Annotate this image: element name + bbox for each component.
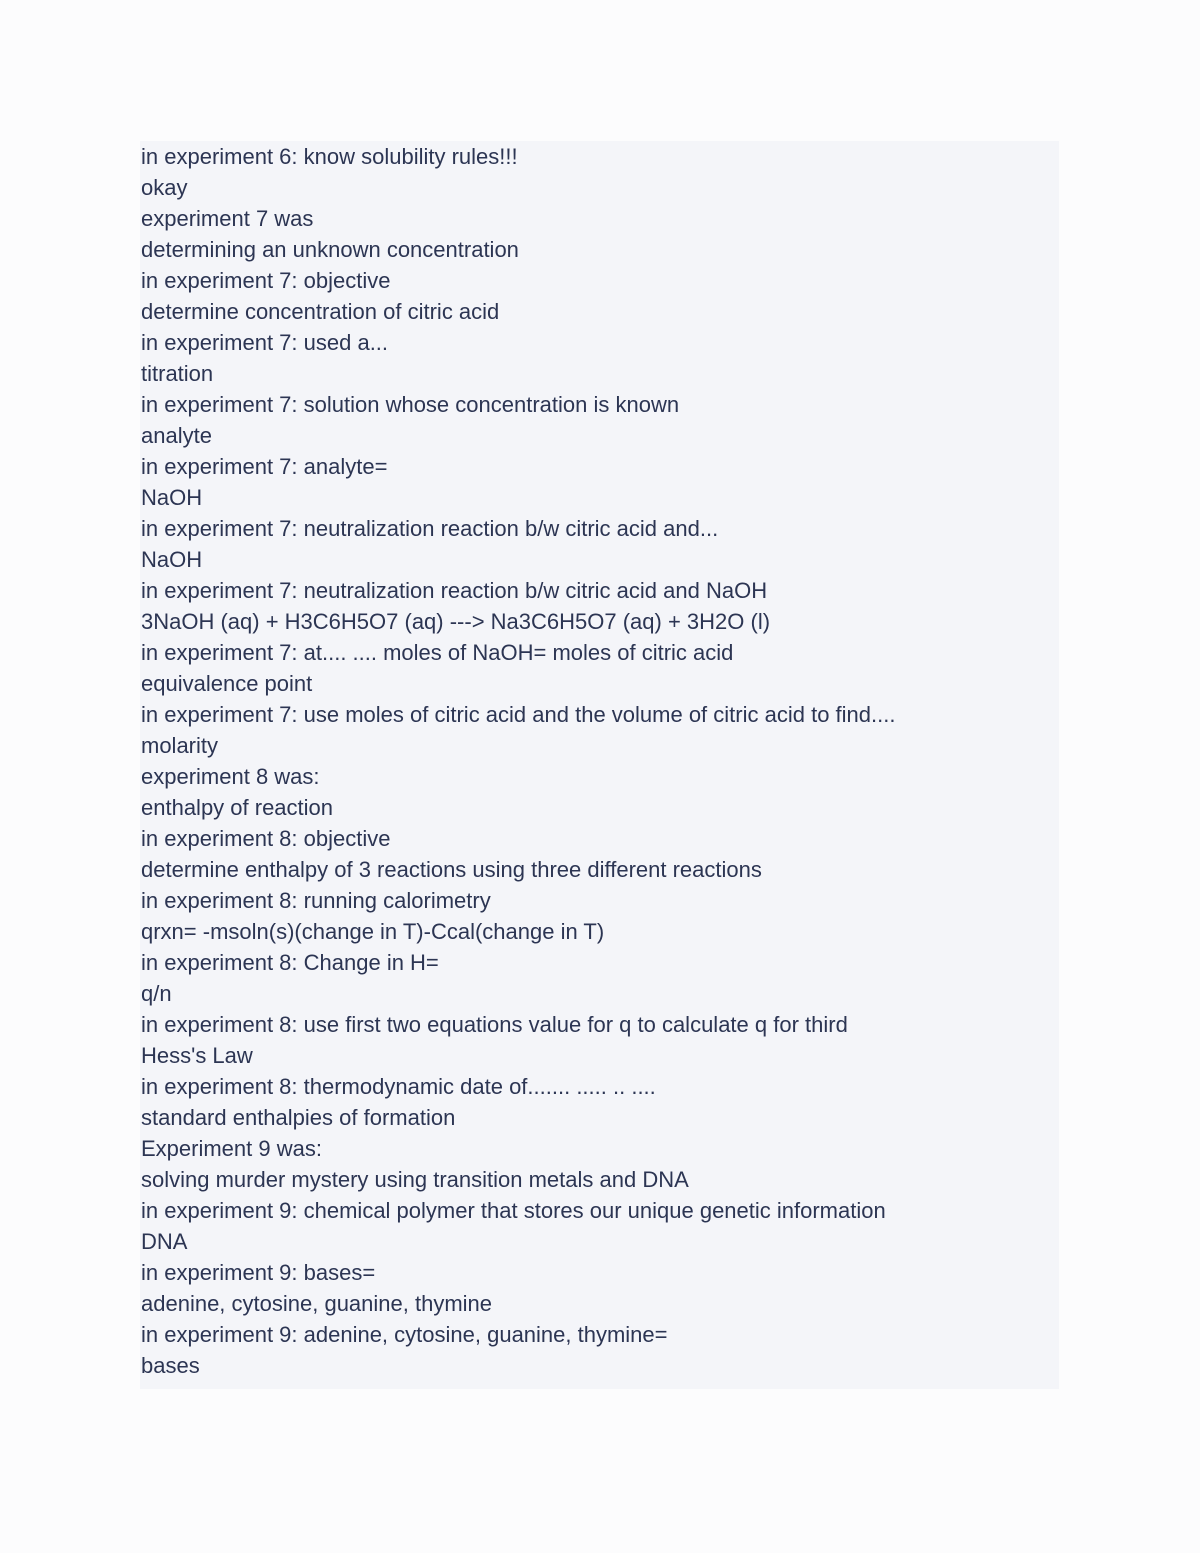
text-line: in experiment 7: neutralization reaction b/w citric acid and... xyxy=(141,516,719,541)
text-line: analyte xyxy=(141,423,212,448)
text-line: qrxn= -msoln(s)(change in T)-Ccal(change in T) xyxy=(141,919,605,944)
text-line: 3NaOH (aq) + H3C6H5O7 (aq) ---> Na3C6H5O7 (aq) + 3H2O (l) xyxy=(141,609,771,634)
text-line: in experiment 8: objective xyxy=(141,826,391,851)
text-line: in experiment 7: analyte= xyxy=(141,454,388,479)
text-line: q/n xyxy=(141,981,172,1006)
text-line: in experiment 7: solution whose concentration is known xyxy=(141,392,680,417)
text-line: determine concentration of citric acid xyxy=(141,299,500,324)
text-line: in experiment 6: know solubility rules!!! xyxy=(141,144,518,169)
text-line: determining an unknown concentration xyxy=(141,237,519,262)
text-line: experiment 8 was: xyxy=(141,764,320,789)
text-line: titration xyxy=(141,361,214,386)
text-line: in experiment 7: used a... xyxy=(141,330,389,355)
text-line: in experiment 9: chemical polymer that stores our unique genetic information xyxy=(141,1198,886,1223)
text-line: in experiment 8: Change in H= xyxy=(141,950,439,975)
text-line: adenine, cytosine, guanine, thymine xyxy=(141,1291,493,1316)
text-line: in experiment 9: adenine, cytosine, guanine, thymine= xyxy=(141,1322,668,1347)
text-line: DNA xyxy=(141,1229,188,1254)
text-line: in experiment 8: running calorimetry xyxy=(141,888,491,913)
text-line: in experiment 8: thermodynamic date of....... ..... .. .... xyxy=(141,1074,656,1099)
text-line: in experiment 7: neutralization reaction b/w citric acid and NaOH xyxy=(141,578,768,603)
text-line: molarity xyxy=(141,733,219,758)
text-line: Hess's Law xyxy=(141,1043,253,1068)
text-line: in experiment 9: bases= xyxy=(141,1260,376,1285)
text-line: bases xyxy=(141,1353,200,1378)
text-line: determine enthalpy of 3 reactions using three different reactions xyxy=(141,857,762,882)
text-line: Experiment 9 was: xyxy=(141,1136,322,1161)
text-line: enthalpy of reaction xyxy=(141,795,334,820)
text-line: solving murder mystery using transition metals and DNA xyxy=(141,1167,689,1192)
text-line: in experiment 7: at.... .... moles of NaOH= moles of citric acid xyxy=(141,640,734,665)
text-line: experiment 7 was xyxy=(141,206,314,231)
text-line: NaOH xyxy=(141,485,203,510)
text-line: NaOH xyxy=(141,547,203,572)
document-text-block xyxy=(140,141,1059,1389)
text-line: standard enthalpies of formation xyxy=(141,1105,456,1130)
text-line: in experiment 7: objective xyxy=(141,268,391,293)
text-line: in experiment 7: use moles of citric acid and the volume of citric acid to find.... xyxy=(141,702,896,727)
text-line: equivalence point xyxy=(141,671,313,696)
text-line: okay xyxy=(141,175,188,200)
text-line: in experiment 8: use first two equations value for q to calculate q for third xyxy=(141,1012,848,1037)
